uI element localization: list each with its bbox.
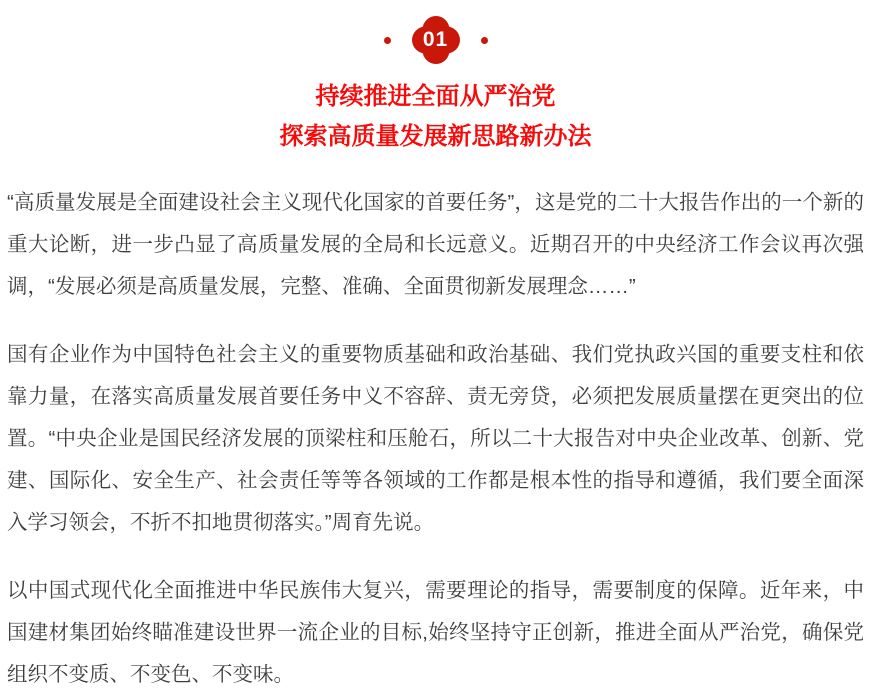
section-number: 01 [422,28,449,51]
section-title-line-2: 探索高质量发展新思路新办法 [279,123,592,150]
decorative-dot-left-icon [384,37,391,44]
paragraph-2: 国有企业作为中国特色社会主义的重要物质基础和政治基础、我们党执政兴国的重要支柱和依靠力量，在落实高质量发展首要任务中义不容辞、责无旁贷，必须把发展质量摆在更突出的位置。“中央企业是国民经济发展的顶梁柱和压舱石，所以二十大报告对中央企业改革、创新、党建、国际化、安全生产、社会责任等等各领域的工作都是根本性的指导和遵循，我们要全面深入学习领会，不折不扣地贯彻落实。”周育先说。 [7,343,864,534]
section-badge-row [7,16,864,64]
section-title-line-1: 持续推进全面从严治党 [315,83,556,110]
section-title [7,77,864,157]
article-body [7,182,864,696]
paragraph-3: 以中国式现代化全面推进中华民族伟大复兴，需要理论的指导，需要制度的保障。近年来，中国建材集团始终瞄准建设世界一流企业的目标,始终坚持守正创新，推进全面从严治党，确保党组织不变质、不变色、不变味。 [7,579,864,686]
section-number-badge [412,16,460,64]
paragraph-1: “高质量发展是全面建设社会主义现代化国家的首要任务”，这是党的二十大报告作出的一个新的重大论断，进一步凸显了高质量发展的全局和长远意义。近期召开的中央经济工作会议再次强调，“发展必须是高质量发展，完整、准确、全面贯彻新发展理念……” [7,191,864,298]
decorative-dot-right-icon [481,37,488,44]
